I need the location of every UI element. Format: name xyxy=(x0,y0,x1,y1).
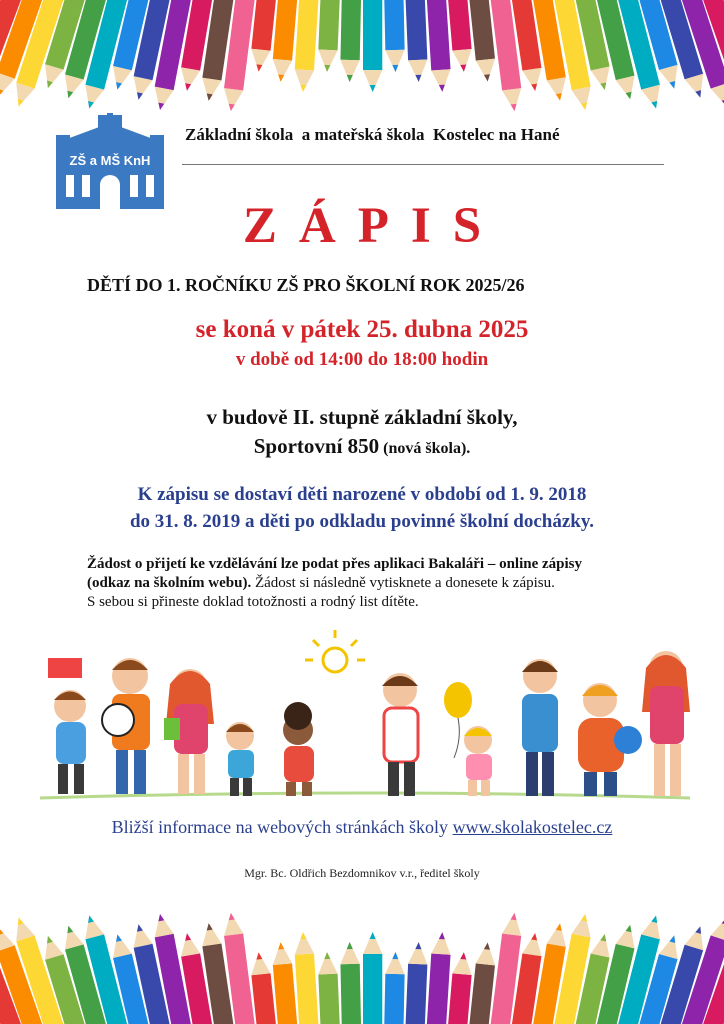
pencil-border-top xyxy=(0,0,724,112)
pencil-icon xyxy=(293,932,319,1024)
child-figure-10 xyxy=(642,651,690,796)
pencil-border-bottom xyxy=(0,912,724,1024)
event-time: v době od 14:00 do 18:00 hodin xyxy=(235,349,489,370)
page-subtitle: DĚTÍ DO 1. ROČNÍKU ZŠ PRO ŠKOLNÍ ROK 2025/26 xyxy=(87,275,525,295)
page-title: ZÁPIS xyxy=(242,198,504,254)
pencil-icon xyxy=(447,0,473,73)
application-print-note: Žádost si následně vytisknete a donesete k zápisu. xyxy=(251,575,555,591)
pencil-icon xyxy=(271,0,298,83)
child-figure-3 xyxy=(164,669,214,794)
children-illustration xyxy=(30,628,700,808)
pencil-icon xyxy=(293,0,319,92)
pencil-icon xyxy=(447,951,473,1024)
pencil-icon xyxy=(340,0,361,82)
application-line2 xyxy=(87,575,555,592)
pencil-icon xyxy=(317,0,340,72)
pencil-icon xyxy=(405,0,428,82)
venue-address: Sportovní 850 xyxy=(253,434,380,458)
child-figure-9 xyxy=(578,683,642,796)
signature: Mgr. Bc. Oldřich Bezdomnikov v.r., ředitel školy xyxy=(244,866,480,880)
child-figure-2 xyxy=(102,658,150,794)
eligibility-line1: K zápisu se dostaví děti narozené v období od 1. 9. 2018 xyxy=(137,484,587,505)
pencil-icon xyxy=(405,942,428,1024)
child-figure-8 xyxy=(522,659,558,796)
child-figure-6 xyxy=(382,673,418,796)
child-figure-7 xyxy=(464,726,492,796)
venue-line2 xyxy=(0,434,724,459)
application-line3: S sebou si přineste doklad totožnosti a rodný list dítěte. xyxy=(87,594,419,610)
pencil-icon xyxy=(384,0,405,72)
pencil-icon xyxy=(340,942,361,1024)
child-figure-4 xyxy=(226,722,254,796)
school-website-link[interactable]: www.skolakostelec.cz xyxy=(452,817,613,837)
event-date: se koná v pátek 25. dubna 2025 xyxy=(195,316,529,343)
pencil-icon xyxy=(317,952,340,1024)
application-line1: Žádost o přijetí ke vzdělávání lze podat přes aplikaci Bakaláři – online zápisy xyxy=(87,556,583,572)
more-info xyxy=(0,817,724,838)
more-info-text: Bližší informace na webových stránkách školy xyxy=(111,817,453,837)
pencil-icon xyxy=(426,932,452,1024)
sun-icon xyxy=(305,630,365,672)
pencil-icon xyxy=(363,932,382,1024)
pencil-icon xyxy=(363,0,382,92)
school-name: Základní škola a mateřská škola Kostelec na Hané xyxy=(185,125,560,144)
pencil-icon xyxy=(384,952,405,1024)
pencil-icon xyxy=(271,941,298,1024)
application-link-note: (odkaz na školním webu). xyxy=(87,575,252,591)
child-figure-5 xyxy=(283,702,314,796)
child-figure-1 xyxy=(48,658,86,794)
header-divider xyxy=(182,164,664,165)
logo-text: ZŠ a MŠ KnH xyxy=(69,153,151,168)
eligibility-line2: do 31. 8. 2019 a děti po odkladu povinné školní docházky. xyxy=(129,511,595,532)
venue-note: (nová škola). xyxy=(379,440,471,457)
venue-line1: v budově II. stupně základní školy, xyxy=(206,405,518,429)
pencil-icon xyxy=(426,0,452,92)
